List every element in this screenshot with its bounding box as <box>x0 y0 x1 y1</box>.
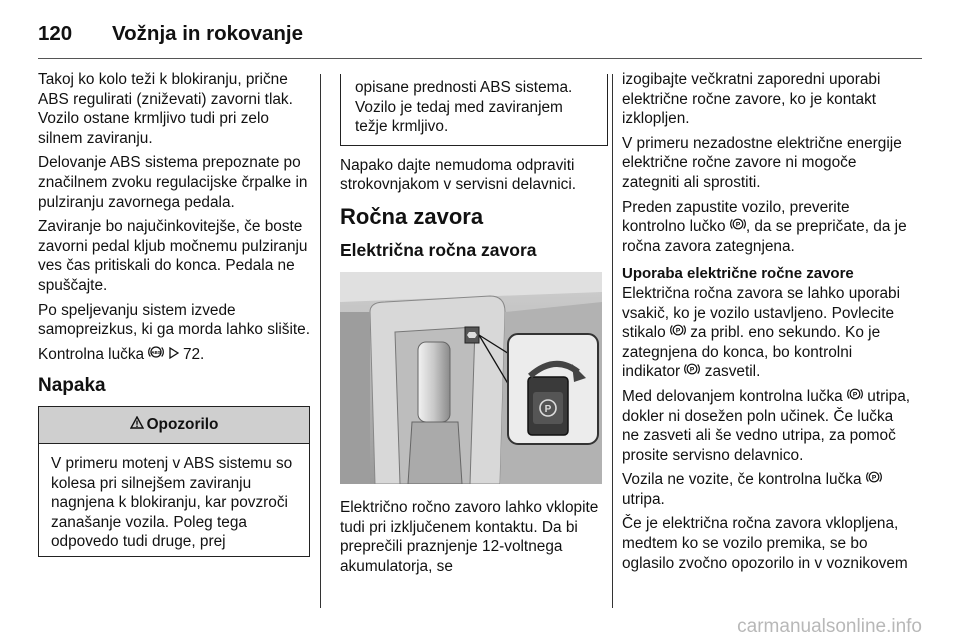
column-3 <box>622 70 912 578</box>
paragraph-text: Vozila ne vozite, če kontrolna lučka <box>622 471 862 489</box>
paragraph: Napako dajte nemudoma odpraviti strokovnjakom v servisni delavnici. <box>340 156 577 194</box>
section-heading-napaka: Napaka <box>38 375 106 397</box>
column-1 <box>38 70 310 557</box>
paragraph-text: zasvetil. <box>704 363 761 381</box>
svg-text:P: P <box>690 366 695 374</box>
paragraph: Po speljevanju sistem izvede samopreizkus, ki ga morda lahko slišite. <box>38 301 311 339</box>
paragraph: Električno ročno zavoro lahko vklopite tudi pri izklju​čenem kontaktu. Da bi preprečili praznjenje 12-voltnega akumulatorja, se <box>340 499 599 575</box>
svg-text:P: P <box>871 474 876 482</box>
paragraph-text: Preden zapustite vozilo, preverite kontrolno lučko <box>622 198 850 236</box>
column-2 <box>340 74 608 582</box>
paragraph <box>622 387 912 465</box>
svg-text:P: P <box>675 327 681 335</box>
page-header <box>38 14 303 54</box>
paragraph-text: Električna ročna zavora se lahko uporabi vsakič, ko je vozilo ustavljeno. Povlecite stikalo <box>622 284 901 342</box>
paragraph: V primeru nezadostne električne energije električne ročne zavore ni mogoče zategniti ali sprostiti. <box>622 134 902 191</box>
warning-body: V primeru motenj v ABS sistemu so kolesa pri silnejšem zaviranju nagnjena k blokiranju, kar povzroči zanašanje vozila. Poleg tega odpovedo tudi druge, prej <box>51 454 293 551</box>
paragraph <box>622 284 912 382</box>
section-heading-rocna-zavora: Ročna zavora <box>340 203 484 229</box>
warning-box <box>38 406 310 557</box>
paragraph <box>38 345 310 365</box>
watermark: carmanualsonline.info <box>737 616 922 637</box>
paragraph-text: Med delovanjem kontrolna lučka <box>622 387 843 405</box>
parking-brake-illustration <box>340 272 602 484</box>
park-brake-icon <box>866 470 882 490</box>
svg-text:P: P <box>544 404 552 416</box>
park-brake-icon <box>730 217 746 237</box>
abs-warning-icon <box>148 345 164 365</box>
paragraph: Zaviranje bo najučinkovitejše, če boste zavorni pedal kljub močnemu pulziranju ves čas pritiskali do konca. Pedala ne spuščajte. <box>38 218 308 294</box>
svg-text:P: P <box>852 391 858 399</box>
svg-text:ABS: ABS <box>151 349 162 355</box>
reference-arrow-icon <box>169 345 179 365</box>
paragraph <box>622 198 912 257</box>
paragraph: Takoj ko kolo teži k blokiranju, prične ABS regulirati (zniževati) zavorni tlak. Vozilo ostane krmljivo tudi pri zelo silnem zaviranju. <box>38 71 293 147</box>
warning-title: Opozorilo <box>146 416 219 434</box>
page-number: 120 <box>38 22 73 45</box>
paragraph <box>622 470 912 509</box>
park-brake-icon <box>670 323 686 343</box>
page-title: Vožnja in rokovanje <box>112 22 303 45</box>
paragraph-text: utripa, dokler ni dosežen poln učinek. Če lučka ne zasveti ali še vedno utripa, za pomoč prosite servisno delavnico. <box>622 387 911 464</box>
paragraph: izogibajte večkratni zaporedni uporabi električne ročne zavore, ko je kontakt izklopljen. <box>622 71 881 128</box>
paragraph-text: utripa. <box>622 490 665 508</box>
paragraph-text: , da se prepričate, da je ročna zavora zategnjena. <box>622 218 907 255</box>
column-divider-1 <box>320 74 321 608</box>
column-divider-2 <box>612 74 613 608</box>
warning-box-continued: opisane prednosti ABS sistema. Vozilo je tedaj med zaviranjem težje krmljivo. <box>340 74 608 146</box>
paragraph-text: Kontrolna lučka <box>38 345 145 363</box>
subsection-heading: Električna ročna zavora <box>340 239 537 260</box>
warning-triangle-icon <box>130 415 144 435</box>
subsection-heading: Uporaba električne ročne zavore <box>622 265 854 283</box>
park-brake-icon <box>684 362 700 382</box>
header-rule <box>38 58 922 59</box>
park-brake-icon <box>847 387 863 407</box>
paragraph: Če je električna ročna zavora vklopljena, medtem ko se vozilo premika, se bo oglasilo zvočno opozorilo in v voznikovem <box>622 515 908 572</box>
svg-text:P: P <box>735 221 740 229</box>
paragraph: Delovanje ABS sistema prepoznate po značilnem zvoku regulacijske črpalke in pulziranju zavornega pedala. <box>38 154 308 211</box>
warning-header <box>39 407 309 444</box>
page-reference: 72. <box>182 345 205 363</box>
paragraph-text: za pribl. eno sekundo. Ko je zategnjena do konca, bo kontrolni indikator <box>622 324 881 381</box>
